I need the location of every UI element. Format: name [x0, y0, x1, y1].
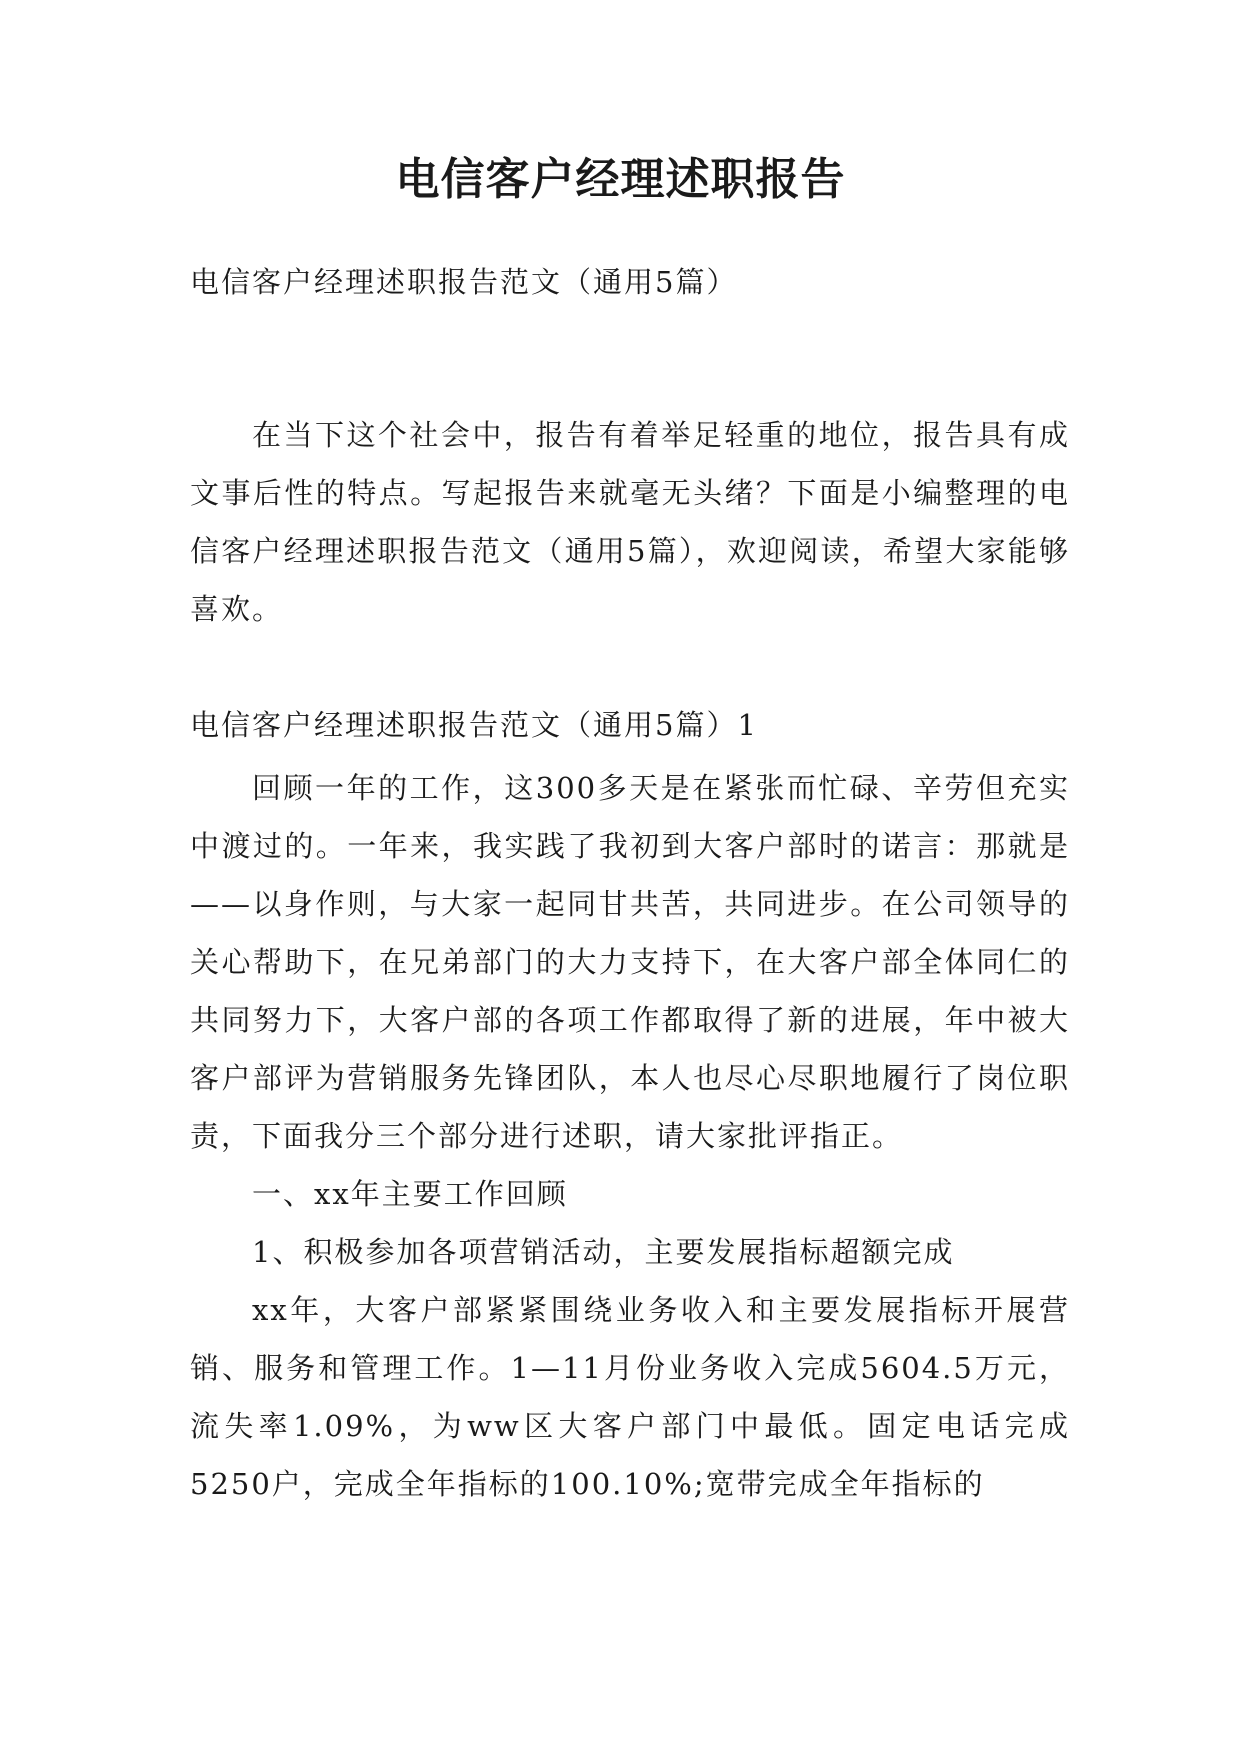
body-paragraph: 一、xx年主要工作回顾 [252, 1177, 568, 1211]
page-title: 电信客户经理述职报告 [395, 154, 846, 205]
body-paragraph: xx年，大客户部紧紧围绕业务收入和主要发展指标开展营销、服务和管理工作。1—11月份业务收入完成5604.5万元，流失率1.09%，为ww区大客户部门中最低。固定电话完成5250户，完成全年指标的100.10%;宽带完成全年指标的 [190, 1293, 1070, 1501]
body-paragraph: 回顾一年的工作，这300多天是在紧张而忙碌、辛劳但充实中渡过的。一年来，我实践了我初到大客户部时的诺言：那就是——以身作则，与大家一起同甘共苦，共同进步。在公司领导的关心帮助下，在兄弟部门的大力支持下，在大客户部全体同仁的共同努力下，大客户部的各项工作都取得了新的进展，年中被大客户部评为营销服务先锋团队，本人也尽心尽职地履行了岗位职责，下面我分三个部分进行述职，请大家批评指正。 [190, 771, 1070, 1153]
body-paragraph: 1、积极参加各项营销活动，主要发展指标超额完成 [252, 1235, 955, 1269]
section-heading: 电信客户经理述职报告范文（通用5篇）1 [190, 708, 758, 742]
document-subtitle: 电信客户经理述职报告范文（通用5篇） [190, 265, 738, 299]
intro-paragraph: 在当下这个社会中，报告有着举足轻重的地位，报告具有成文事后性的特点。写起报告来就毫无头绪？下面是小编整理的电信客户经理述职报告范文（通用5篇），欢迎阅读，希望大家能够喜欢。 [190, 418, 1070, 626]
body-text [190, 759, 1070, 1513]
